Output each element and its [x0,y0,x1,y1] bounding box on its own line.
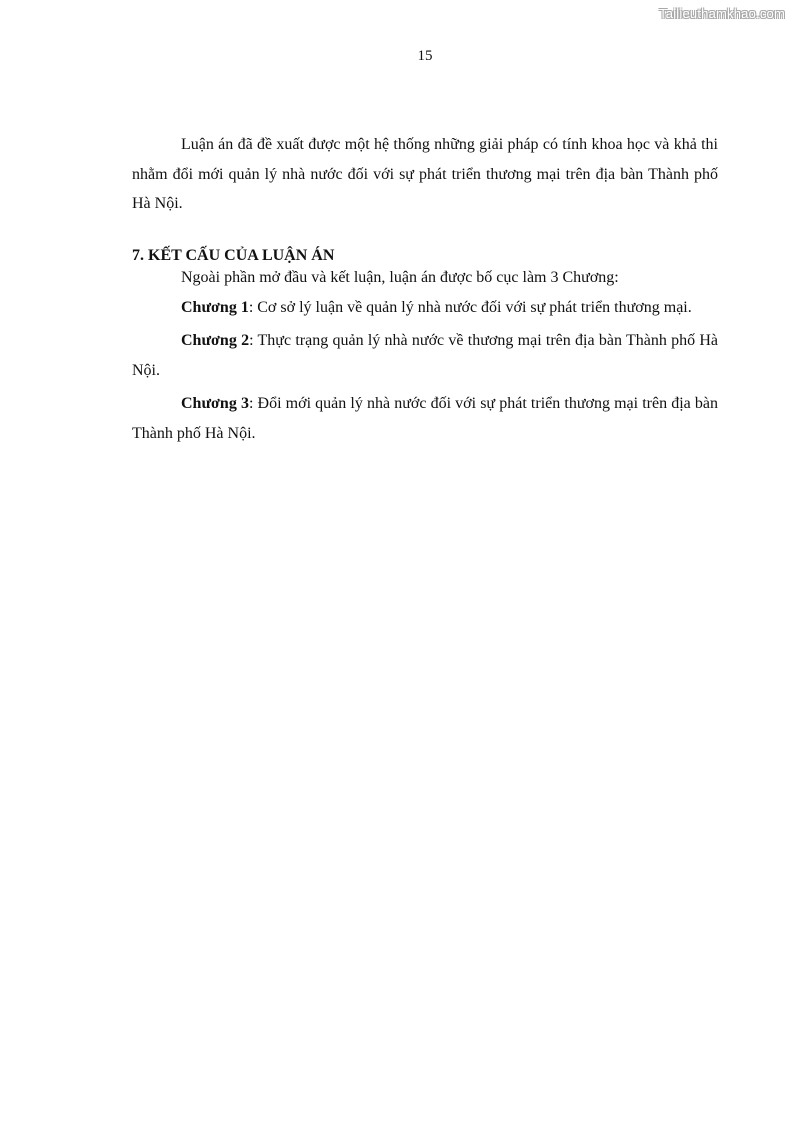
section-intro: Ngoài phần mở đầu và kết luận, luận án được bố cục làm 3 Chương: [181,268,619,286]
document-body [132,130,718,448]
chapter-2-label: Chương 2 [181,332,250,349]
watermark-text: Tailieuthamkhao.com [659,6,785,21]
chapter-2-text: : Thực trạng quản lý nhà nước về thương mại trên địa bàn Thành phố Hà Nội. [132,332,719,379]
chapter-1-item [132,293,718,323]
chapter-2-item [132,326,718,385]
chapter-1-label: Chương 1 [181,298,249,316]
chapter-1-text: : Cơ sở lý luận về quản lý nhà nước đối với sự phát triển thương mại. [248,298,692,316]
opening-paragraph: Luận án đã đề xuất được một hệ thống những giải pháp có tính khoa học và khả thi nhằm đổi mới quản lý nhà nước đối với sự phát triển thương mại trên địa bàn Thành phố Hà Nội. [132,136,718,212]
chapter-3-label: Chương 3 [181,395,249,412]
chapter-3-text: : Đổi mới quản lý nhà nước đối với sự phát triển thương mại trên địa bàn Thành phố Hà Nội. [132,395,719,442]
section-heading: 7. KẾT CẤU CỦA LUẬN ÁN [132,246,335,264]
chapter-3-item [132,389,718,448]
page-number: 15 [417,48,433,64]
